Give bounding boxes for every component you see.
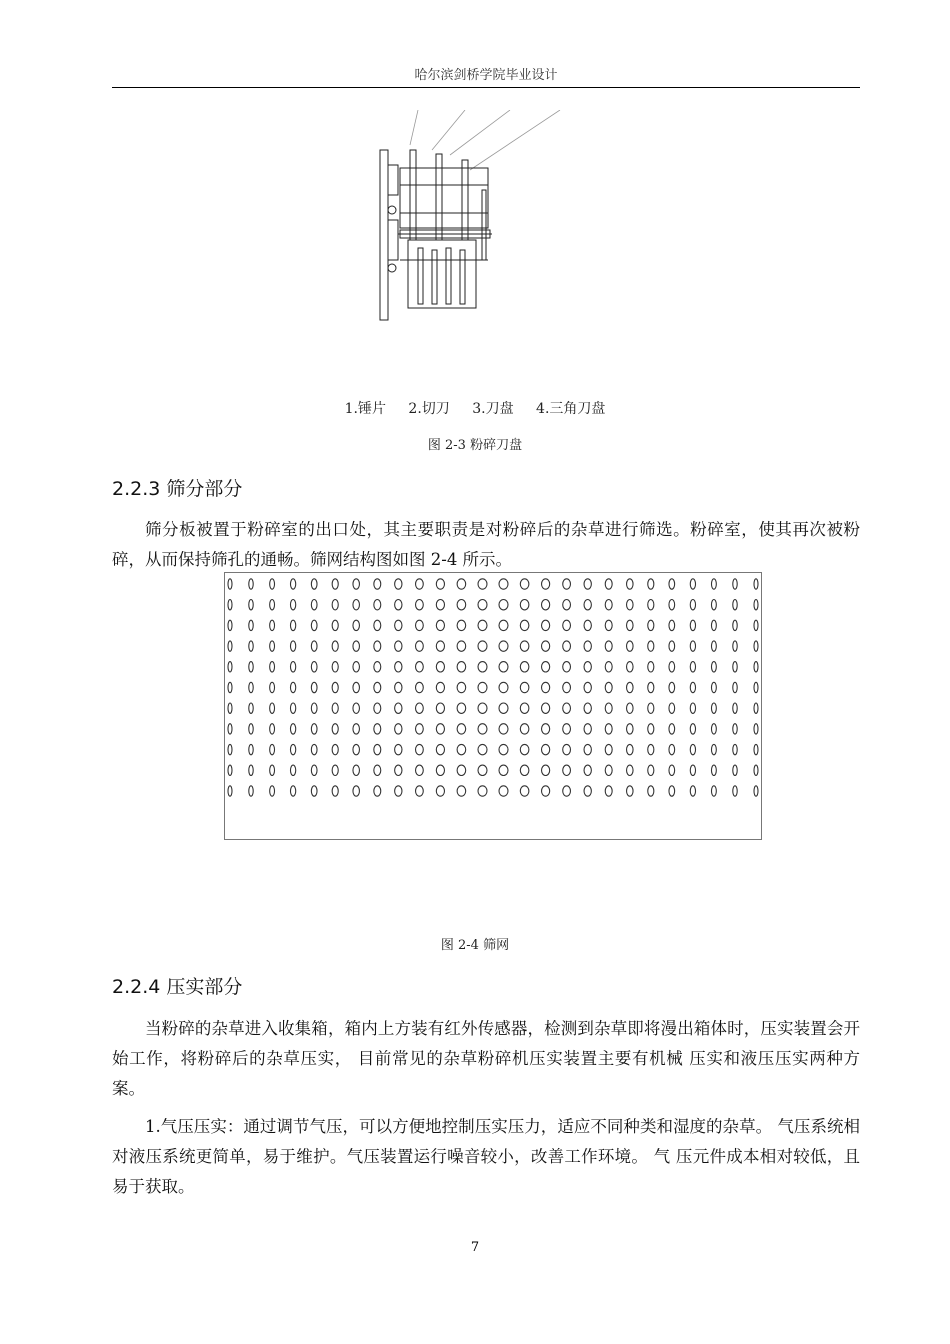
screen-mesh-drawing <box>224 572 762 840</box>
section-heading-screening: 2.2.3 筛分部分 <box>112 478 243 500</box>
page-number: 7 <box>470 1240 480 1255</box>
section-heading-compaction: 2.2.4 压实部分 <box>112 976 243 998</box>
page-header: 哈尔滨剑桥学院毕业设计 <box>414 68 558 83</box>
section-paragraph: 当粉碎的杂草进入收集箱，箱内上方装有红外传感器，检测到杂草即将漫出箱体时，压实装置会开始工作，将粉碎后的杂草压实， 目前常见的杂草粉碎机压实装置主要有机械 压实和液压压实两种方案。 <box>112 1019 860 1098</box>
figure1-part-labels <box>0 398 950 418</box>
section-paragraph: 1.气压压实：通过调节气压，可以方便地控制压实压力，适应不同种类和湿度的杂草。 气压系统相对液压系统更简单，易于维护。气压装置运行噪音较小，改善工作环境。 气 压元件成本相对较低，且易于获取。 <box>112 1117 860 1196</box>
header-rule <box>112 87 860 88</box>
part-label: 4.三角刀盘 <box>536 401 606 417</box>
figure2-caption: 图 2-4 筛网 <box>440 938 510 953</box>
part-label: 3.刀盘 <box>472 401 514 417</box>
figure1-caption: 图 2-3 粉碎刀盘 <box>427 438 523 453</box>
section-paragraph: 筛分板被置于粉碎室的出口处，其主要职责是对粉碎后的杂草进行筛选。粉碎室，使其再次被粉碎，从而保持筛孔的通畅。筛网结构图如图 2-4 所示。 <box>112 520 860 569</box>
part-label: 1.锤片 <box>344 401 386 417</box>
part-label: 2.切刀 <box>408 401 450 417</box>
crusher-blade-disc-drawing <box>370 110 570 325</box>
